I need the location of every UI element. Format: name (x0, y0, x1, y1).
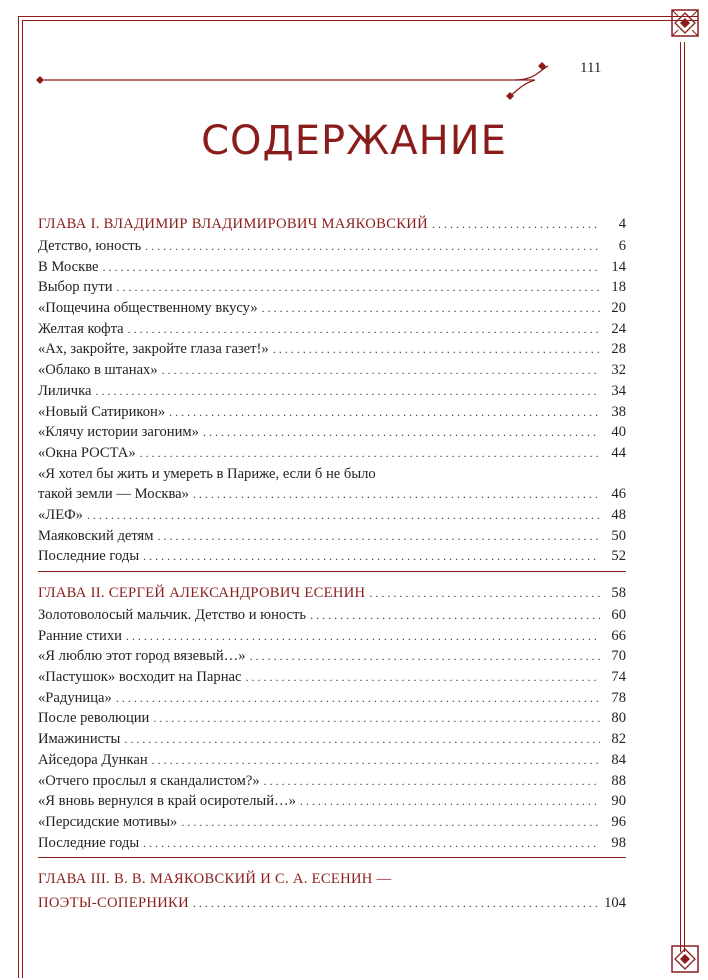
leader-dots (153, 708, 600, 729)
entry-page: 96 (611, 813, 626, 830)
leader-dots (432, 212, 600, 236)
entry-page: 20 (611, 300, 626, 317)
chapter-2-heading[interactable] (38, 581, 626, 605)
entry-title: После революции (38, 710, 150, 727)
leader-dots (87, 505, 600, 526)
leader-dots (103, 257, 600, 278)
entry-page: 78 (611, 689, 626, 706)
entry-page: 90 (611, 793, 626, 810)
entry-title: «Радуница» (38, 689, 112, 706)
entry-page: 18 (611, 279, 626, 296)
leader-dots (169, 402, 600, 423)
leader-dots (193, 891, 600, 915)
chapter-3-section (38, 867, 626, 919)
entry-page: 74 (611, 669, 626, 686)
entry-page: 82 (611, 731, 626, 748)
toc-entry[interactable] (38, 505, 626, 526)
toc-entry[interactable] (38, 257, 626, 278)
leader-dots (250, 646, 600, 667)
chapter-title-cont: ПОЭТЫ-СОПЕРНИКИ (38, 895, 189, 912)
entry-title: «Я вновь вернулся в край осиротелый…» (38, 793, 296, 810)
entry-page: 40 (611, 424, 626, 441)
entry-title: Лиличка (38, 382, 92, 399)
toc-entry[interactable] (38, 443, 626, 464)
chapter-title: ГЛАВА I. ВЛАДИМИР ВЛАДИМИРОВИЧ МАЯКОВСКИЙ (38, 216, 428, 232)
toc-entry[interactable] (38, 526, 626, 547)
entry-title: «Персидские мотивы» (38, 813, 178, 830)
table-of-contents (38, 212, 626, 928)
entry-title: «Облако в штанах» (38, 362, 158, 379)
chapter-page: 58 (611, 585, 626, 601)
toc-entry[interactable] (38, 833, 626, 854)
toc-entry[interactable] (38, 750, 626, 771)
chapter-title: ГЛАВА III. В. В. МАЯКОВСКИЙ И С. А. ЕСЕНИН — (38, 871, 392, 888)
toc-entry[interactable] (38, 771, 626, 792)
page-frame-right-line-2 (684, 42, 685, 952)
entry-title: Маяковский детям (38, 527, 154, 544)
entry-page: 60 (611, 607, 626, 623)
leader-dots (124, 729, 600, 750)
leader-dots (126, 626, 600, 647)
page-number: 111 (580, 60, 602, 76)
entry-page: 48 (611, 506, 626, 523)
entry-page: 98 (611, 834, 626, 851)
toc-entry[interactable] (38, 605, 626, 626)
entry-title: «Отчего прослыл я скандалистом?» (38, 772, 260, 789)
toc-entry[interactable] (38, 646, 626, 667)
leader-dots (310, 605, 600, 626)
toc-entry[interactable] (38, 277, 626, 298)
entry-title: Желтая кофта (38, 320, 124, 337)
entry-title: В Москве (38, 258, 99, 275)
toc-entry[interactable] (38, 339, 626, 360)
entry-title: «Новый Сатирикон» (38, 403, 166, 420)
leader-dots (162, 360, 600, 381)
toc-entry[interactable] (38, 708, 626, 729)
leader-dots (145, 236, 600, 257)
toc-entry-line-2[interactable] (38, 484, 626, 505)
toc-entry-line-1[interactable] (38, 464, 626, 485)
toc-entry[interactable] (38, 667, 626, 688)
leader-dots (140, 443, 600, 464)
entry-page: 14 (611, 258, 626, 275)
entry-page: 66 (611, 627, 626, 644)
toc-entry[interactable] (38, 729, 626, 750)
chapter-1-section (38, 212, 626, 572)
toc-entry[interactable] (38, 812, 626, 833)
entry-page: 80 (611, 710, 626, 727)
leader-dots (203, 422, 600, 443)
chapter-1-heading[interactable] (38, 212, 626, 236)
entry-title: «Окна РОСТА» (38, 444, 136, 461)
entry-page: 38 (611, 403, 626, 420)
corner-ornament-bottom-right-icon (670, 944, 700, 974)
toc-entry[interactable] (38, 298, 626, 319)
entry-page: 32 (611, 362, 626, 379)
entry-page: 46 (611, 486, 626, 503)
entry-title: «Клячу истории загоним» (38, 424, 199, 441)
leader-dots (116, 688, 600, 709)
toc-entry[interactable] (38, 791, 626, 812)
chapter-3-heading-line-2[interactable] (38, 891, 626, 915)
entry-title: Ранние стихи (38, 627, 122, 644)
leader-dots (128, 319, 600, 340)
entry-page: 50 (611, 527, 626, 544)
chapter-2-section (38, 581, 626, 858)
entry-title: «Пастушок» восходит на Парнас (38, 669, 242, 686)
leader-dots (273, 339, 600, 360)
toc-entry[interactable] (38, 402, 626, 423)
entry-title: «Я хотел бы жить и умереть в Париже, если б не было (38, 465, 376, 482)
entry-title: Имажинисты (38, 731, 121, 748)
leader-dots (369, 581, 600, 605)
entry-page: 88 (611, 772, 626, 789)
chapter-title: ГЛАВА II. СЕРГЕЙ АЛЕКСАНДРОВИЧ ЕСЕНИН (38, 585, 366, 601)
toc-entry[interactable] (38, 381, 626, 402)
entry-page: 44 (611, 444, 626, 461)
entry-title: Последние годы (38, 548, 140, 565)
chapter-3-heading-line-1[interactable] (38, 867, 626, 891)
entry-title: «ЛЕФ» (38, 506, 83, 523)
entry-title: Детство, юность (38, 238, 142, 254)
leader-dots (96, 381, 601, 402)
entry-page: 84 (611, 751, 626, 768)
entry-page: 28 (611, 341, 626, 358)
entry-page: 52 (611, 548, 626, 565)
toc-entry[interactable] (38, 360, 626, 381)
leader-dots (264, 771, 600, 792)
entry-page: 24 (611, 320, 626, 337)
toc-entry[interactable] (38, 422, 626, 443)
toc-entry[interactable] (38, 236, 626, 257)
entry-title: Айседора Дункан (38, 751, 148, 768)
entry-title: Золотоволосый мальчик. Детство и юность (38, 607, 307, 623)
entry-title: Выбор пути (38, 279, 113, 296)
entry-title: «Я люблю этот город вязевый…» (38, 648, 246, 665)
chapter-page: 4 (618, 216, 626, 232)
toc-entry[interactable] (38, 688, 626, 709)
entry-page: 70 (611, 648, 626, 665)
entry-title: «Ах, закройте, закройте глаза газет!» (38, 341, 269, 358)
entry-title: «Пощечина общественному вкусу» (38, 300, 258, 317)
entry-page: 34 (611, 382, 626, 399)
header-ornament-icon (30, 60, 620, 110)
leader-dots (181, 812, 600, 833)
leader-dots (117, 277, 600, 298)
toc-entry[interactable] (38, 319, 626, 340)
leader-dots (245, 667, 600, 688)
leader-dots (143, 833, 600, 854)
chapter-page: 104 (604, 895, 626, 912)
toc-entry[interactable] (38, 546, 626, 567)
leader-dots (193, 484, 600, 505)
corner-ornament-top-right-icon (670, 8, 700, 38)
page-frame-right-line (680, 42, 681, 952)
leader-dots (158, 526, 601, 547)
leader-dots (143, 546, 600, 567)
entry-page: 6 (618, 238, 626, 254)
entry-title-cont: такой земли — Москва» (38, 486, 189, 503)
leader-dots (152, 750, 600, 771)
entry-title: Последние годы (38, 834, 140, 851)
leader-dots (300, 791, 600, 812)
leader-dots (262, 298, 600, 319)
toc-entry[interactable] (38, 626, 626, 647)
page-title: СОДЕРЖАНИЕ (201, 118, 507, 164)
